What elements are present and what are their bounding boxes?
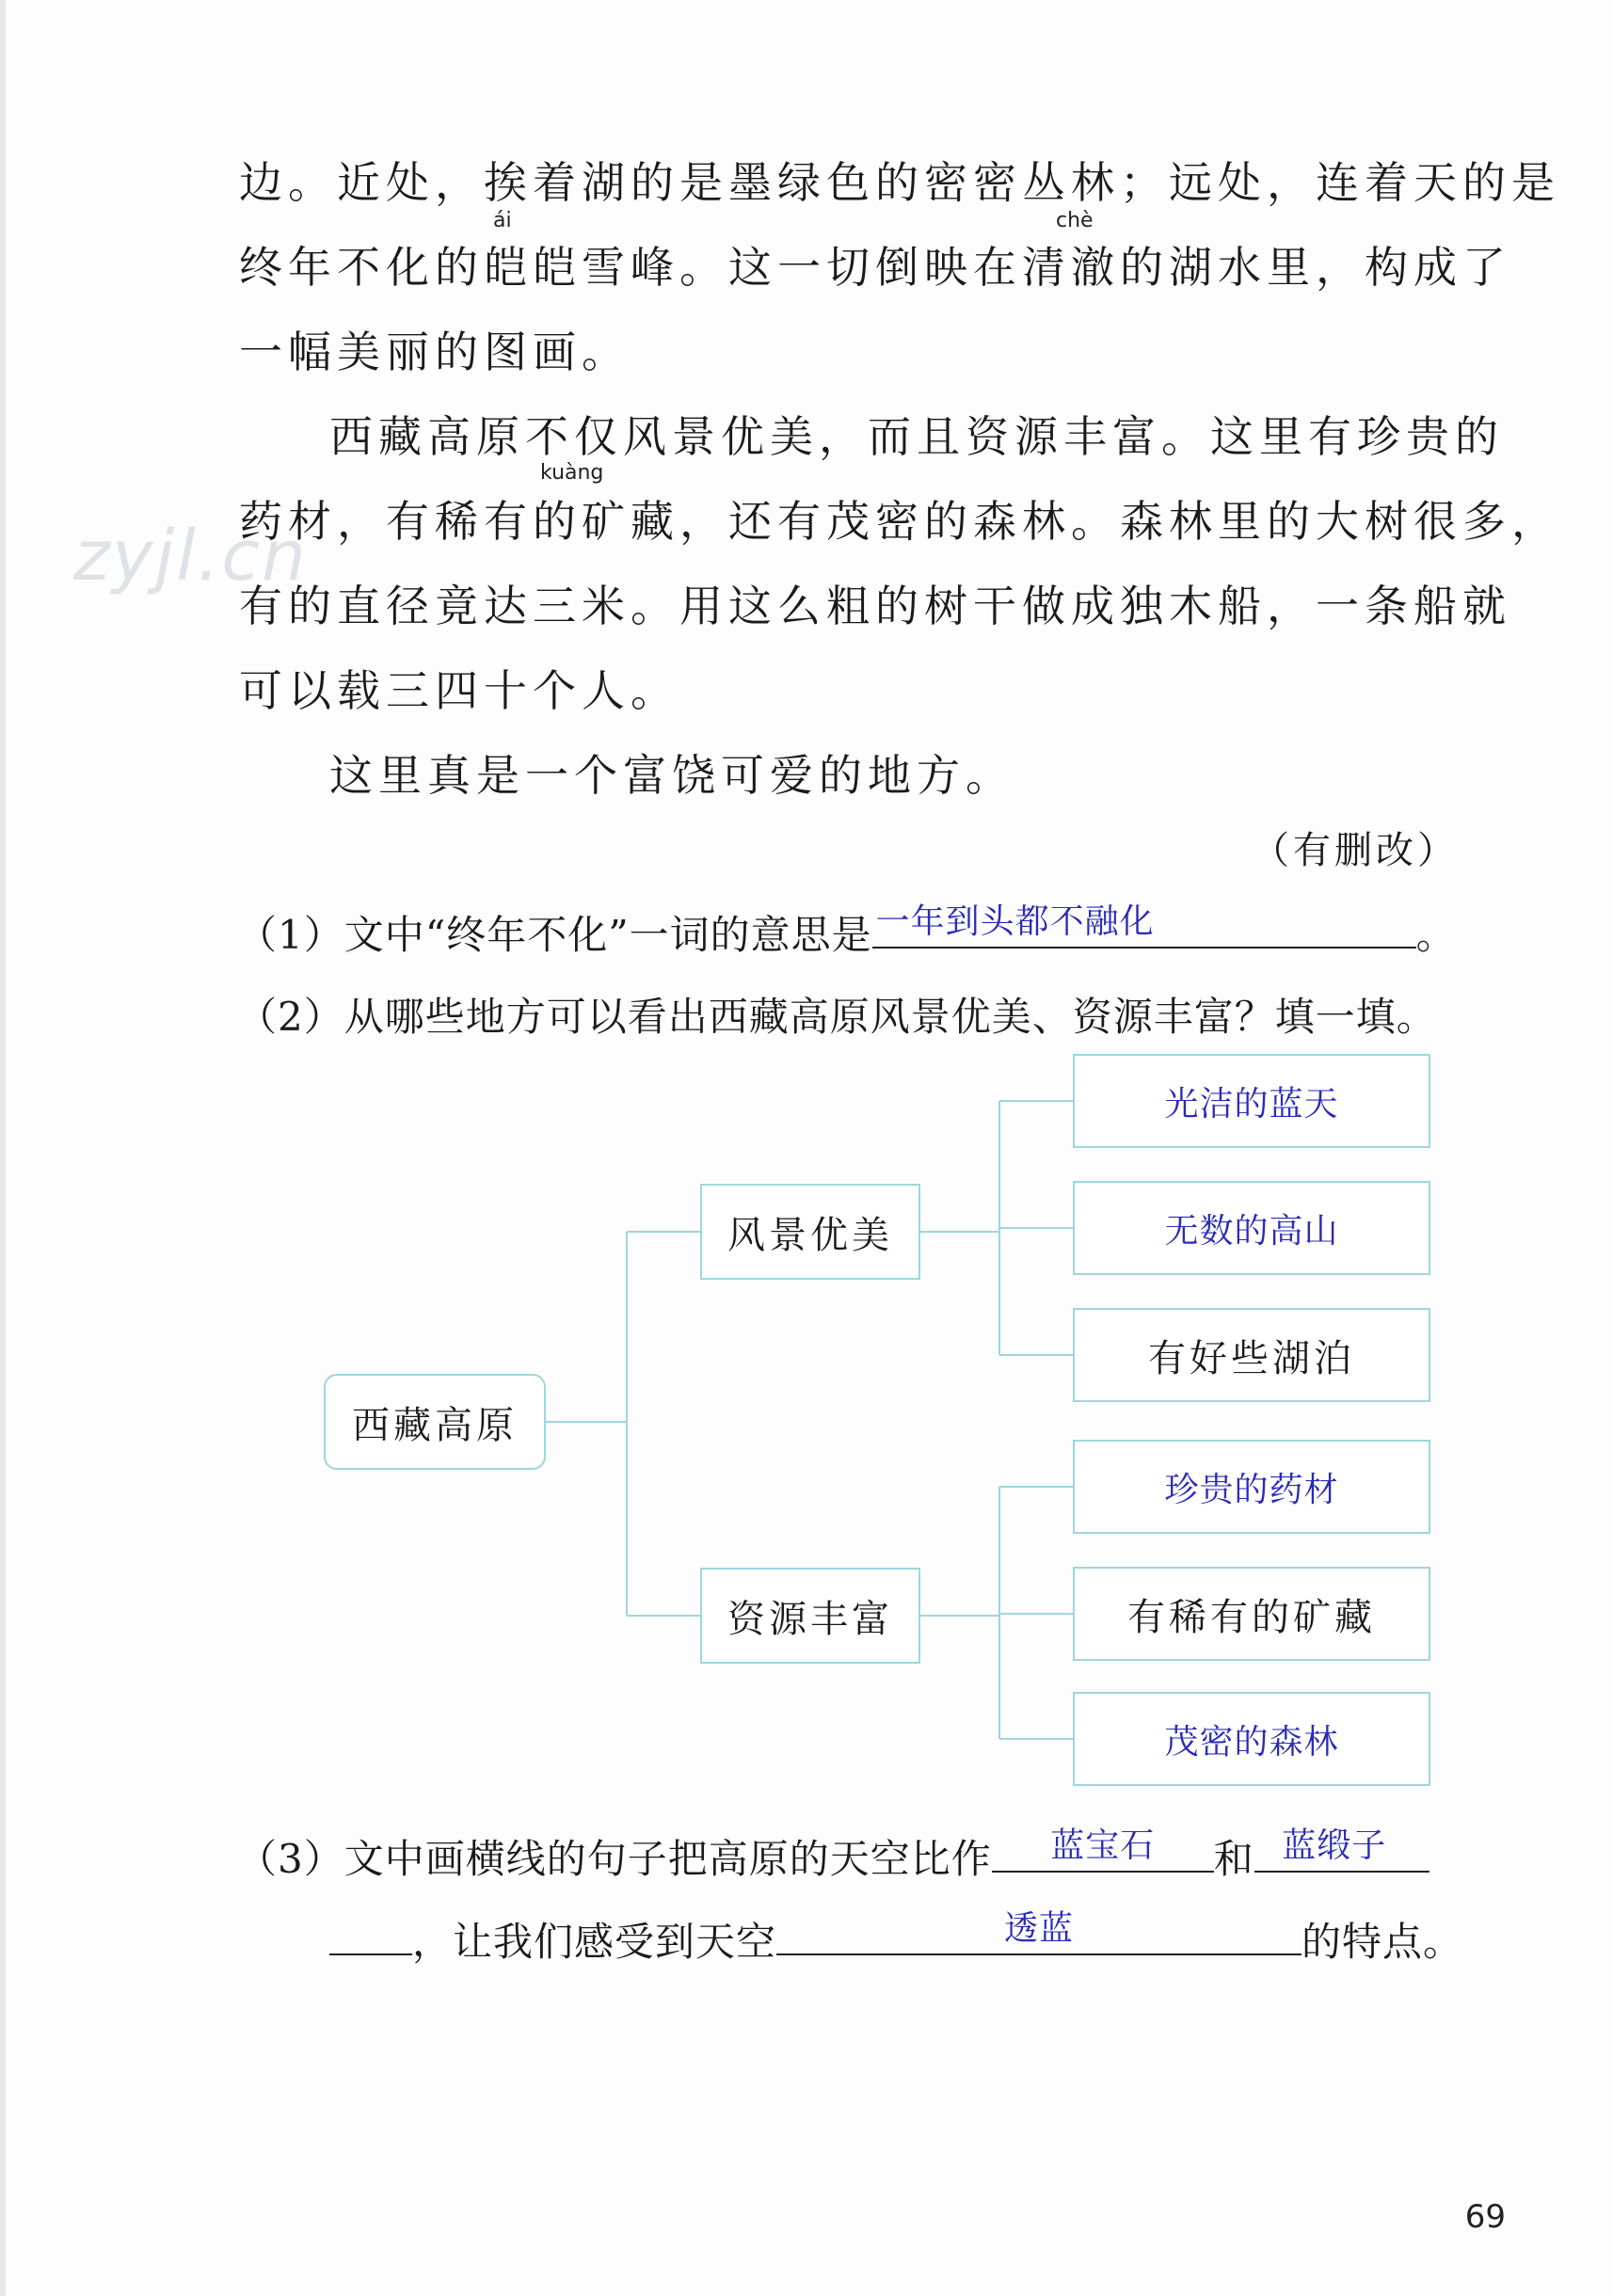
diagram-item-blue-sky-text: 光洁的蓝天 [1164, 1084, 1339, 1124]
passage-line-5: 药材，有稀有的矿藏，还有茂密的森林。森林里的大树很多， [239, 496, 1560, 547]
diagram-branch-scenery [700, 1184, 920, 1280]
diagram-item-blue-sky[interactable] [1073, 1054, 1430, 1148]
question-3-line-2 [329, 1910, 1463, 1968]
diagram-branch-resources-label: 资源丰富 [727, 1597, 893, 1641]
question-3-blank-3[interactable] [776, 1910, 1302, 1955]
question-3-answer-3: 透蓝 [1004, 1909, 1075, 1948]
page-number: 69 [1464, 2198, 1506, 2236]
question-3-blank-2-cont[interactable] [329, 1910, 412, 1955]
pinyin-kuang: kuàng [540, 461, 604, 485]
diagram-item-herbs-text: 珍贵的药材 [1164, 1470, 1339, 1509]
source-note: （有删改） [1252, 829, 1459, 872]
diagram-item-lakes [1073, 1308, 1430, 1402]
diagram-root-label: 西藏高原 [352, 1403, 518, 1447]
question-1-prompt: （1）文中“终年不化”一词的意思是 [237, 912, 872, 958]
diagram-item-minerals [1073, 1567, 1430, 1661]
question-1-suffix: 。 [1415, 912, 1457, 958]
question-3-blank-2[interactable] [1254, 1827, 1429, 1873]
passage-line-6: 有的直径竟达三米。用这么粗的树干做成独木船，一条船就 [239, 581, 1511, 631]
passage-line-3: 一幅美丽的图画。 [239, 327, 631, 377]
diagram-branch-scenery-label: 风景优美 [727, 1213, 893, 1257]
passage-line-8: 这里真是一个富饶可爱的地方。 [329, 750, 1014, 801]
passage-line-2: 终年不化的皑皑雪峰。这一切倒映在清澈的湖水里，构成了 [239, 242, 1511, 293]
question-2: （2）从哪些地方可以看出西藏高原风景优美、资源丰富？填一填。 [237, 994, 1437, 1040]
question-1-answer: 一年到头都不融化 [875, 902, 1155, 941]
question-3-answer-2: 蓝缎子 [1282, 1826, 1387, 1865]
diagram-root-box [324, 1374, 546, 1470]
diagram-item-mountains[interactable] [1073, 1181, 1430, 1275]
question-3-line-1 [237, 1827, 1429, 1885]
diagram-branch-resources [700, 1568, 920, 1664]
diagram-item-minerals-text: 有稀有的矿藏 [1127, 1595, 1376, 1639]
diagram-item-lakes-text: 有好些湖泊 [1148, 1336, 1355, 1380]
watermark: zyjl.cn [73, 516, 308, 597]
diagram-item-herbs[interactable] [1073, 1440, 1430, 1534]
passage-line-4: 西藏高原不仅风景优美，而且资源丰富。这里有珍贵的 [329, 411, 1504, 462]
question-3-answer-1: 蓝宝石 [1050, 1826, 1156, 1865]
question-3-line-2-prompt: ，让我们感受到天空 [412, 1919, 777, 1965]
passage-line-7: 可以载三四十个人。 [239, 665, 679, 716]
question-3-suffix: 的特点。 [1302, 1919, 1464, 1965]
pinyin-che: chè [1056, 209, 1094, 232]
diagram-item-forest-text: 茂密的森林 [1164, 1722, 1339, 1762]
question-3-connector: 和 [1213, 1836, 1254, 1882]
passage-line-1: 边。近处，挨着湖的是墨绿色的密密丛林；远处，连着天的是 [239, 157, 1560, 208]
question-3-blank-1[interactable] [992, 1827, 1214, 1873]
diagram-item-forest[interactable] [1073, 1692, 1430, 1786]
diagram-item-mountains-text: 无数的高山 [1164, 1211, 1339, 1251]
question-3-prompt: （3）文中画横线的句子把高原的天空比作 [237, 1836, 992, 1882]
pinyin-ai: ái [493, 209, 512, 232]
